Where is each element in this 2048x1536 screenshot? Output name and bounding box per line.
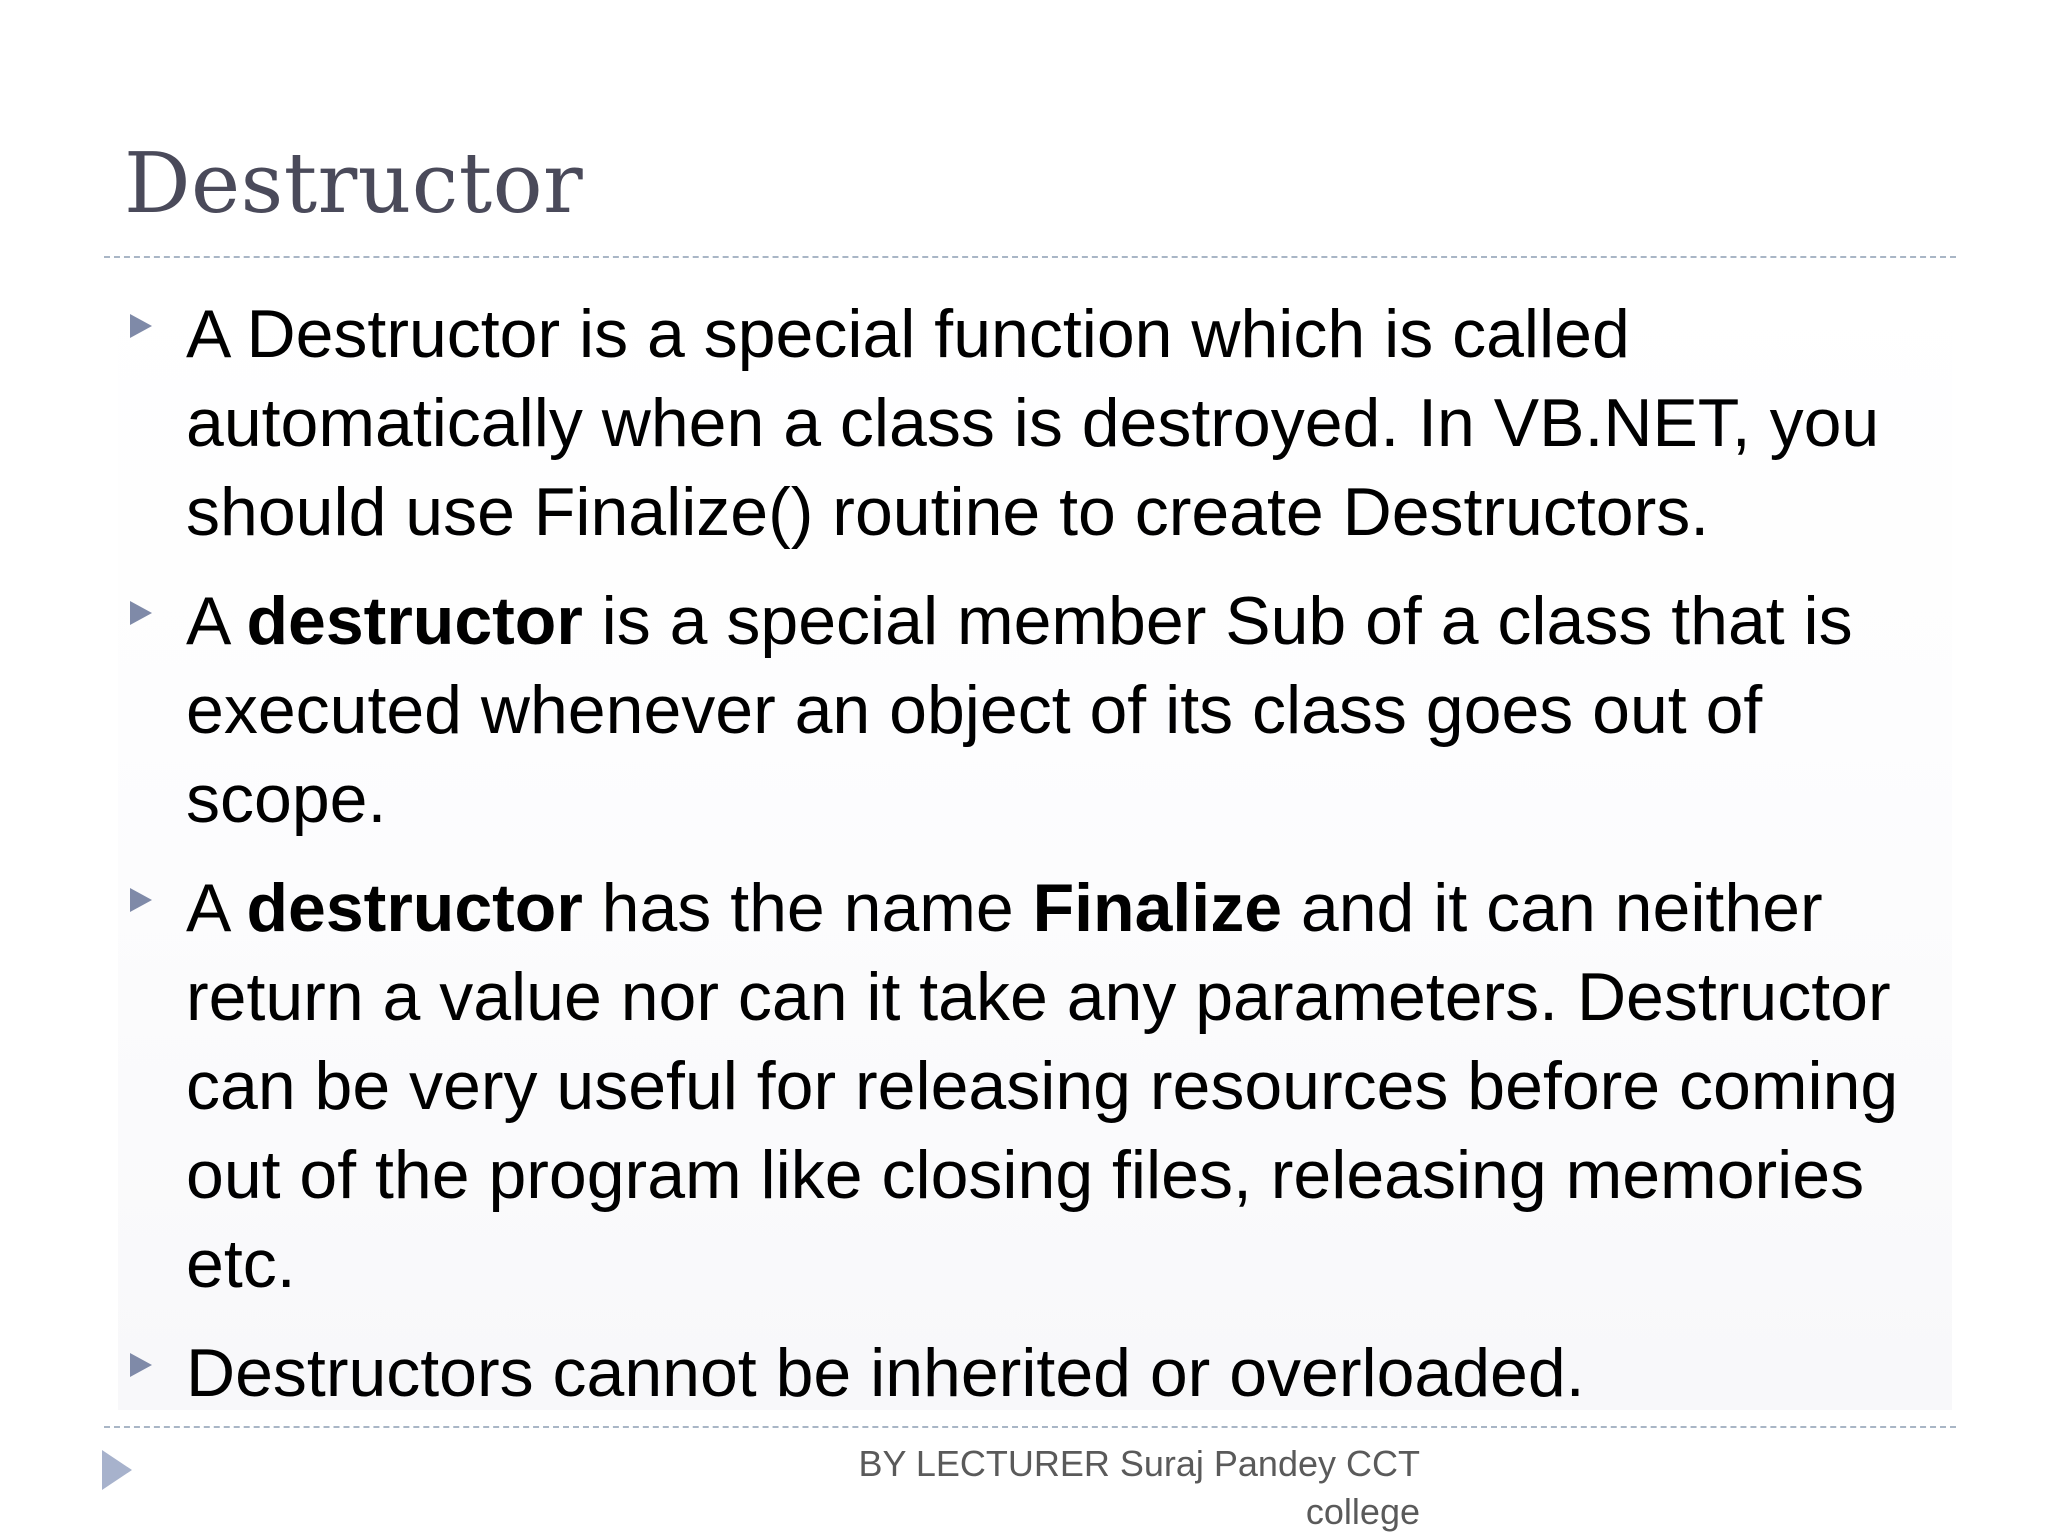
triangle-right-icon [102, 1450, 132, 1490]
footer-divider [104, 1426, 1956, 1428]
bold-term: Finalize [1032, 870, 1283, 946]
text-segment: A [186, 870, 247, 946]
bullet-text [186, 583, 1853, 837]
bullet-item [130, 290, 1950, 557]
bullet-item [130, 577, 1950, 844]
bullet-item [130, 1329, 1950, 1418]
text-segment: is a special member Sub of a class that is executed whenever an object of its class goes out of scope. [186, 583, 1853, 837]
text-segment: Destructors cannot be inherited or overloaded. [186, 1335, 1585, 1411]
triangle-right-icon [130, 888, 152, 912]
triangle-right-icon [130, 314, 152, 338]
triangle-right-icon [130, 601, 152, 625]
title-divider [104, 256, 1956, 258]
bullet-list [130, 290, 1950, 1438]
footer-credit [700, 1440, 1420, 1536]
text-segment: A [186, 583, 247, 659]
slide-title: Destructor [124, 135, 584, 232]
bullet-text [186, 870, 1898, 1302]
bullet-text [186, 296, 1879, 550]
text-segment: and it can neither return a value nor can it take any parameters. Destructor can be very useful for releasing resources before coming out of the program like closing files, releasing memories etc. [186, 870, 1899, 1302]
text-segment: A Destructor is a special function which is called automatically when a class is destroyed. In VB.NET, you should use Finalize() routine to create Destructors. [186, 296, 1880, 550]
footer-line-2: college [1305, 1491, 1420, 1532]
bold-term: destructor [246, 870, 583, 946]
bullet-text [186, 1335, 1585, 1411]
bullet-item [130, 864, 1950, 1309]
triangle-right-icon [130, 1353, 152, 1377]
text-segment: has the name [582, 870, 1033, 946]
bold-term: destructor [246, 583, 583, 659]
footer-line-1: BY LECTURER Suraj Pandey CCT [858, 1443, 1420, 1484]
